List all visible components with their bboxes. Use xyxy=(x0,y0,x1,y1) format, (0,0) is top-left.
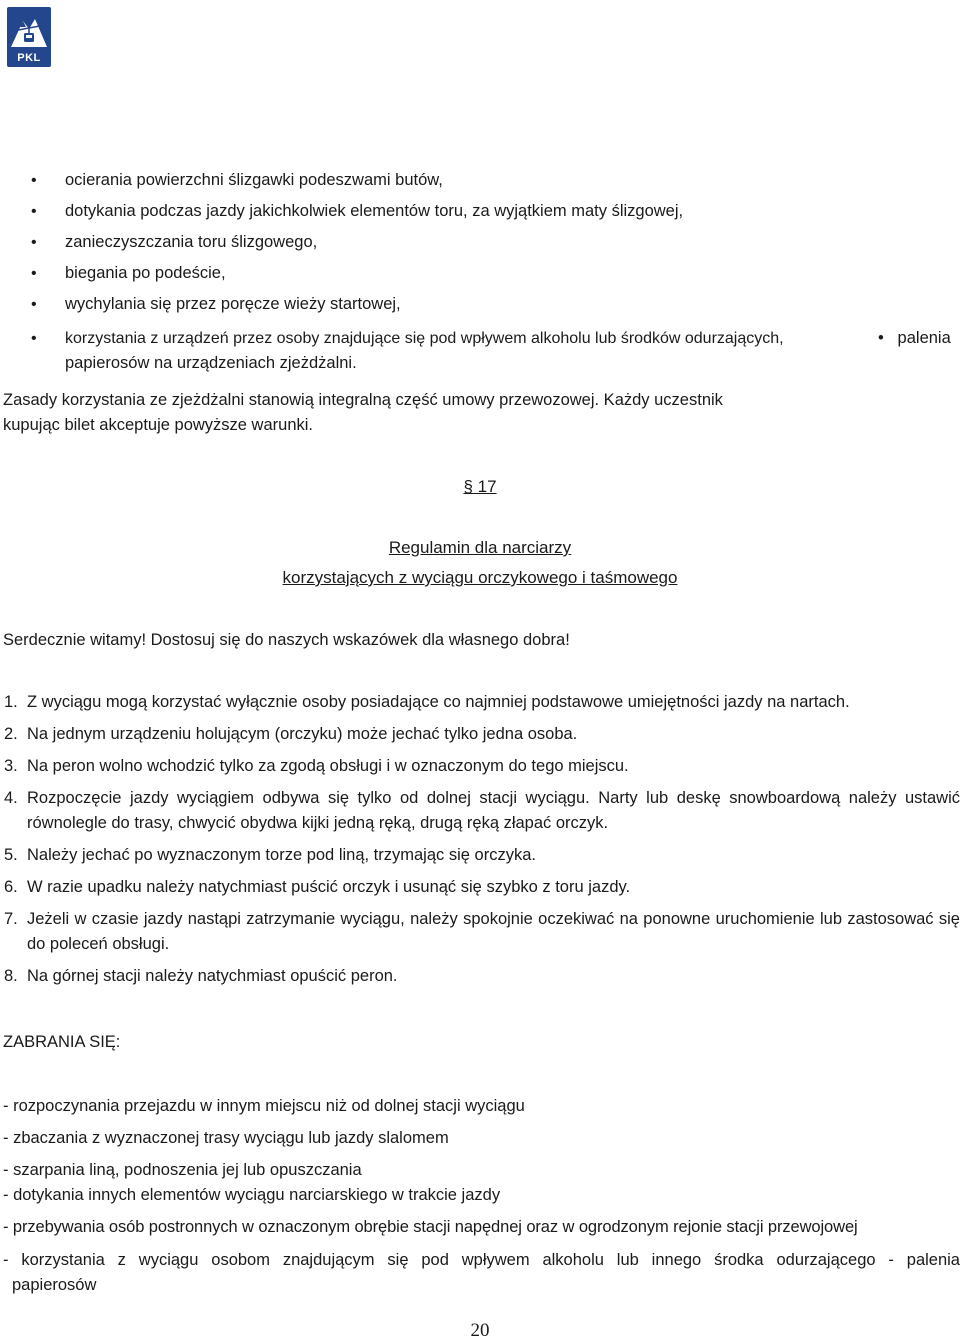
list-item xyxy=(0,261,960,286)
list-item-number: 7. xyxy=(4,910,18,928)
bullet-dot: • xyxy=(31,296,37,313)
forbidden-heading: ZABRANIA SIĘ: xyxy=(3,1033,121,1051)
list-item-text: Z wyciągu mogą korzystać wyłącznie osoby posiadające co najmniej podstawowe umiejętności jazdy na nartach. xyxy=(27,693,850,711)
section-title-line1: Regulamin dla narciarzy xyxy=(388,538,572,557)
list-item-number: 4. xyxy=(4,789,18,807)
list-item-continuation: papierosów xyxy=(12,1276,97,1294)
welcome-text: Serdecznie witamy! Dostosuj się do naszych wskazówek dla własnego dobra! xyxy=(3,631,570,649)
rules-paragraph-line1: Zasady korzystania ze zjeżdżalni stanowią integralną część umowy przewozowej. Każdy uczestnik xyxy=(3,391,723,409)
list-item xyxy=(0,754,960,779)
list-item-number: 3. xyxy=(4,757,18,775)
pkl-logo xyxy=(7,7,51,67)
list-item-extra-text: palenia xyxy=(897,329,951,347)
list-item-text: zanieczyszczania toru ślizgowego, xyxy=(65,233,318,251)
list-item: - przebywania osób postronnych w oznaczonym obrębie stacji napędnej oraz w ogrodzonym rejonie stacji przewojowej xyxy=(3,1218,858,1236)
bullet-dot: • xyxy=(31,172,37,189)
list-item-text: Na jednym urządzeniu holującym (orczyku) może jechać tylko jedna osoba. xyxy=(27,725,578,743)
list-item xyxy=(0,292,960,317)
logo-text: PKL xyxy=(17,52,41,64)
list-item: - korzystania z wyciągu osobom znajdującym się pod wpływem alkoholu lub innego środka odurzającego - palenia xyxy=(3,1251,960,1269)
list-item-text: korzystania z urządzeń przez osoby znajdujące się pod wpływem alkoholu lub środków odurzających, xyxy=(65,330,784,347)
numbered-list xyxy=(0,690,960,996)
list-item-number: 5. xyxy=(4,846,18,864)
list-item-text: Rozpoczęcie jazdy wyciągiem odbywa się tylko od dolnej stacji wyciągu. Narty lub deskę snowboardową należy ustawić równolegle do trasy, chwycić obydwa kijki jedną ręką, drugą ręką złapać orczyk. xyxy=(27,789,960,832)
list-item-continuation: papierosów na urządzeniach zjeżdżalni. xyxy=(65,354,357,372)
list-item xyxy=(0,907,960,957)
rules-paragraph-line2: kupując bilet akceptuje powyższe warunki. xyxy=(3,416,313,434)
bullet-dot: • xyxy=(31,265,37,282)
list-item-text: wychylania się przez poręcze wieży startowej, xyxy=(65,295,401,313)
list-item-text: Na górnej stacji należy natychmiast opuścić peron. xyxy=(27,967,398,985)
list-item-text: biegania po podeście, xyxy=(65,264,226,282)
list-item xyxy=(0,722,960,747)
list-item-text: Jeżeli w czasie jazdy nastąpi zatrzymanie wyciągu, należy spokojnie oczekiwać na ponowne uruchomienie lub zastosować się do poleceń obsługi. xyxy=(27,910,960,953)
list-item-number: 8. xyxy=(4,967,18,985)
list-item: - szarpania liną, podnoszenia jej lub opuszczania xyxy=(3,1161,362,1179)
list-item-text: Na peron wolno wchodzić tylko za zgodą obsługi i w oznaczonym do tego miejscu. xyxy=(27,757,629,775)
list-item xyxy=(0,230,960,255)
list-item-text: ocierania powierzchni ślizgawki podeszwami butów, xyxy=(65,171,443,189)
list-item-number: 6. xyxy=(4,878,18,896)
list-item-text: Należy jechać po wyznaczonym torze pod liną, trzymając się orczyka. xyxy=(27,846,536,864)
list-item-text: W razie upadku należy natychmiast puścić orczyk i usunąć się szybko z toru jazdy. xyxy=(27,878,631,896)
list-item-number: 1. xyxy=(4,693,18,711)
section-number: § 17 xyxy=(463,477,497,496)
list-item: - rozpoczynania przejazdu w innym miejscu niż od dolnej stacji wyciągu xyxy=(3,1097,525,1115)
list-item xyxy=(0,326,960,376)
list-item-text: dotykania podczas jazdy jakichkolwiek elementów toru, za wyjątkiem maty ślizgowej, xyxy=(65,202,684,220)
list-item: - dotykania innych elementów wyciągu narciarskiego w trakcie jazdy xyxy=(3,1186,501,1204)
bullet-dot: • xyxy=(31,203,37,220)
list-item xyxy=(0,168,960,193)
list-item xyxy=(0,964,960,989)
list-item xyxy=(0,843,960,868)
list-item xyxy=(0,199,960,224)
list-item-extra xyxy=(878,326,951,351)
bullet-dot: • xyxy=(31,330,37,347)
list-item xyxy=(0,690,960,715)
list-item xyxy=(0,875,960,900)
bullet-dot: • xyxy=(878,329,884,347)
section-title-line2: korzystających z wyciągu orczykowego i taśmowego xyxy=(282,568,678,587)
list-item-number: 2. xyxy=(4,725,18,743)
page-number: 20 xyxy=(470,1320,490,1341)
list-item: - zbaczania z wyznaczonej trasy wyciągu lub jazdy slalomem xyxy=(3,1129,449,1147)
bullet-dot: • xyxy=(31,234,37,251)
list-item xyxy=(0,786,960,836)
rules-paragraph xyxy=(3,388,793,438)
bullet-list xyxy=(0,168,960,382)
